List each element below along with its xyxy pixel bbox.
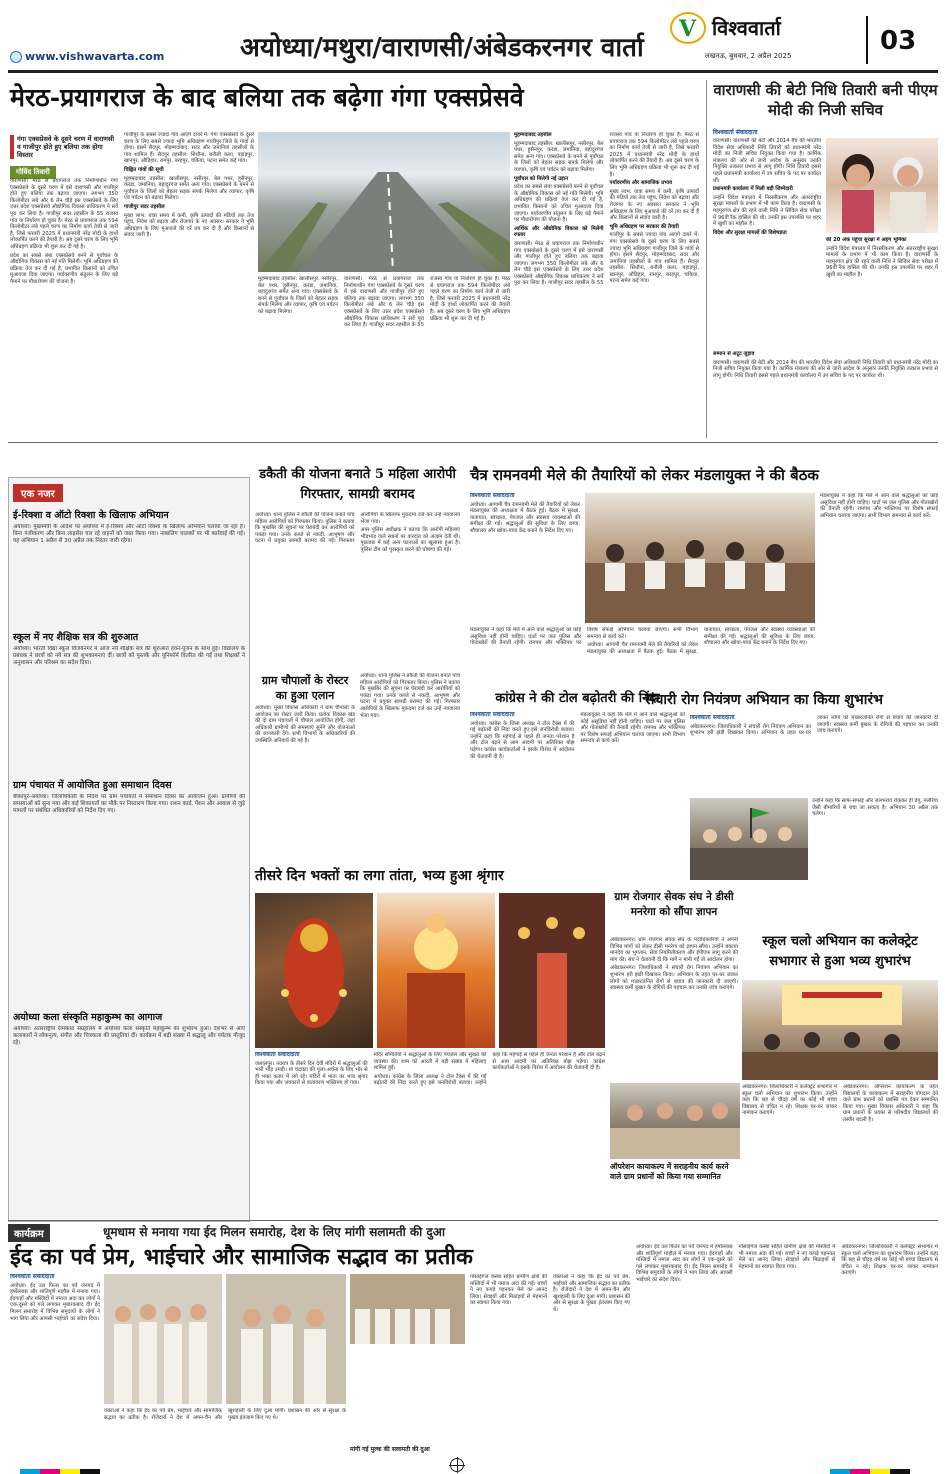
- bhakt-photo-1: [255, 893, 373, 1048]
- bhakt-headline: तीसरे दिन भक्तों का लगा तांता, भव्य हुआ श्रृंगार: [255, 868, 504, 884]
- nidhi-body: वाराणसी। वाराणसी की बेटी और 2014 बैच की भारतीय विदेश सेवा अधिकारी निधि तिवारी को प्रधानमंत्री नरेंद्र मोदी का निजी सचिव नियुक्त किया गया है। कार्मिक मंत्रालय की ओर से जारी आदेश के अनुसार उनकी नियुक्ति तत्काल प्रभाव से लागू होगी। निधि तिवारी इससे पहले प्रधानमंत्री कार्यालय में उप सचिव के पद पर कार्यरत थीं।: [713, 138, 821, 184]
- ek-nazar-item2-title: स्कूल में नए शैक्षिक सत्र की शुरुआत: [13, 632, 139, 643]
- eid-col3: [470, 1274, 630, 1454]
- bhakt-dateline: विश्ववार्ता संवाददाता: [255, 1052, 300, 1058]
- sanchari-body-1: अंबेडकरनगर। जिलाधिकारी ने संचारी रोग नियंत्रण अभियान का शुभारंभ हरी झंडी दिखाकर किया। अभियान के तहत घर-घर जाकर लोगों को मच्छरजनित रोगों से बचाव की जानकारी दी जाएगी। स्वास्थ्य कर्मी बुखार के रोगियों की पहचान कर उनकी जांच कराएंगे।: [690, 715, 938, 737]
- masthead-rule: [8, 70, 938, 73]
- sanchari-photo: [690, 798, 808, 880]
- eid-dateline: विश्ववार्ता संवाददाता: [10, 1274, 55, 1280]
- nidhi-subhead-4: सम्मान से अटूट जुड़ाव: [713, 351, 755, 357]
- eid-col4: [636, 1244, 938, 1454]
- congress-headline: कांग्रेस ने की टोल बढ़ोतरी की निंदा: [495, 691, 660, 706]
- color-bar-right: [830, 1462, 910, 1474]
- nidhi-modi-photo: [826, 138, 938, 233]
- ek-nazar-item3-body: बीकापुर-अयोध्या। जिलाधिकारी के निर्देश पर ग्राम पंचायतों में समाधान दिवस का आयोजन हुआ। ग्रामीणों की समस्याओं को सुना गया और कई शिकायतों का मौके पर निस्तारण किया गया। राशन कार्ड, पेंशन और आवास से जुड़े मामलों पर संबंधित अधिकारियों को निर्देश दिए गए।: [13, 794, 245, 814]
- school-body: अंबेडकरनगर। जिलाधिकारी ने कलेक्ट्रेट सभागार में स्कूल चलो अभियान का शुभारंभ किया। उन्होंने कहा कि छह से चौदह वर्ष का कोई भी बच्चा विद्यालय से वंचित न रहे। शिक्षक घर-घर जाकर नामांकन कराएंगे।: [742, 1084, 837, 1117]
- ramnavami-body: अयोध्या। आगामी चैत्र रामनवमी मेले की तैयारियों को लेकर मंडलायुक्त की अध्यक्षता में बैठक हुई। बैठक में सुरक्षा, यातायात, स्वच्छता, पेयजल और स्वास्थ्य व्यवस्थाओं की समीक्षा की गई। श्रद्धालुओं की सुविधा के लिए छाया, शौचालय और खोया-पाया केंद्र बनाने के निर्देश दिए गए।: [470, 501, 580, 534]
- bhakt-body-2: मंदिर समितियों ने श्रद्धालुओं के लिए पेयजल और सुरक्षा की व्यवस्था की। शाम को आरती में बड़ी संख्या में महिलाएं शामिल हुईं।: [373, 1052, 487, 1072]
- globe-icon: [10, 51, 22, 63]
- lead-body-col3: [258, 276, 510, 436]
- eid-body-2: वक्ताओं ने कहा कि ईद का पर्व प्रेम, भाईचारे और सामाजिक सद्भाव का प्रतीक है। रोजेदारों ने देश में अमन-चैन और खुशहाली के लिए दुआ मांगी। प्रशासन की ओर से सुरक्षा के पुख्ता इंतजाम किए गए थे।: [104, 1408, 346, 1421]
- lead-body-c3: मुहम्मदाबाद तहसील: खालीसपुर, नसीरपुर, बेल पथर, हुसैनपुर, करंडा, जमानिया, बहादुरगंज समेत अन्य गांव। एक्सप्रेसवे के बनने से पूर्वांचल के जिलों को बेहतर सड़क संपर्क मिलेगा और व्यापार, कृषि एवं पर्यटन को बढ़ावा मिलेगा।: [258, 276, 338, 315]
- page-number: 03: [880, 26, 917, 56]
- eid-embrace-graphic: [226, 1274, 346, 1404]
- eid-col2: [104, 1408, 346, 1458]
- road-graphic: [258, 132, 510, 272]
- eid-body-7: अंबेडकरनगर। जिलाधिकारी ने कलेक्ट्रेट सभागार में स्कूल चलो अभियान का शुभारंभ किया। उन्होंने कहा कि छह से चौदह वर्ष का कोई भी बच्चा विद्यालय से वंचित न रहे। शिक्षक घर-घर जाकर नामांकन कराएंगे।: [841, 1244, 938, 1277]
- registration-mark-icon: [450, 1458, 464, 1472]
- nidhi-body4: वाराणसी। वाराणसी की बेटी और 2014 बैच की भारतीय विदेश सेवा अधिकारी निधि तिवारी को प्रधानमंत्री नरेंद्र मोदी का निजी सचिव नियुक्त किया गया है। कार्मिक मंत्रालय की ओर से जारी आदेश के अनुसार उनकी नियुक्ति तत्काल प्रभाव से लागू होगी। निधि तिवारी इससे पहले प्रधानमंत्री कार्यालय में उप सचिव के पद पर कार्यरत थीं।: [713, 359, 938, 379]
- lead-deck: [10, 135, 118, 179]
- sanchari-headline: संचारी रोग नियंत्रण अभियान का किया शुभारंभ: [645, 692, 883, 708]
- dateline: लखनऊ, बुधवार, 2 अप्रैल 2025: [705, 52, 792, 60]
- ek-nazar-item1-body: अयोध्या। मुख्यमंत्री के आदेश पर अयोध्या में ई-रिक्शा और ऑटो रिक्शा के खिलाफ अभियान चलाया जा रहा है। बिना पंजीकरण और बिना लाइसेंस चल रहे वाहनों को जब्त किया गया। नाबालिग चालकों पर भी कार्रवाई की गई। यह अभियान 1 अप्रैल से 30 अप्रैल तक निरंतर जारी रहेगा।: [13, 524, 245, 544]
- ek-nazar-item1-title: ई-रिक्शा व ऑटो रिक्शा के खिलाफ अभियान: [13, 510, 169, 521]
- pradhan-body: [742, 1084, 938, 1217]
- page-divider: [866, 16, 868, 64]
- bhakt-body: [255, 1052, 605, 1217]
- deity-graphic: [255, 893, 373, 1048]
- eid-body-4: वक्ताओं ने कहा कि ईद का पर्व प्रेम, भाईचारे और सामाजिक सद्भाव का प्रतीक है। रोजेदारों ने देश में अमन-चैन और खुशहाली के लिए दुआ मांगी। प्रशासन की ओर से सुरक्षा के पुख्ता इंतजाम किए गए थे।: [553, 1274, 630, 1313]
- lead-body4-a: मुहम्मदाबाद तहसील: खालीसपुर, नसीरपुर, बेल पथर, हुसैनपुर, करंडा, जमानिया, बहादुरगंज समेत अन्य गांव। एक्सप्रेसवे के बनने से पूर्वांचल के जिलों को बेहतर सड़क संपर्क मिलेगा और व्यापार, कृषि एवं पर्यटन को बढ़ावा मिलेगा।: [514, 140, 604, 173]
- dakaiti-body: [255, 512, 460, 670]
- ek-nazar-item2-body: अयोध्या। भारती विद्या स्कूल विजयनगर में आज नये शैक्षिक सत्र की शुरुआत हवन-पूजन के साथ हुई। विद्यालय के प्रबंधक ने छात्रों को नये सत्र की शुभकामनाएं दीं। छात्रों को पुस्तकें और यूनिफॉर्म वितरित की गईं तथा शिक्षकों ने अनुशासन और परिश्रम का संदेश दिया।: [13, 646, 245, 666]
- lead-byline: गोविंद तिवारी: [10, 166, 56, 179]
- bhakt-body-1: जलालपुर। नवरात्र के तीसरे दिन देवी मंदिरों में श्रद्धालुओं की भारी भीड़ उमड़ी। मां चंद्रघंटा की पूजा-अर्चना के लिए भोर से ही भक्त कतार में लगे रहे। मंदिरों में माता का भव्य श्रृंगार किया गया और जयकारों से वातावरण भक्तिमय हो गया।: [255, 1060, 368, 1087]
- sanchari-body: [690, 715, 938, 795]
- ramnavami-meeting-photo: [585, 493, 815, 623]
- eid-col1: [10, 1274, 100, 1454]
- chaupal-body: अयोध्या। मुख्य विकास अधिकारी ने ग्राम चौपालों के आयोजन का रोस्टर जारी किया। प्रत्येक विकास खंड की दो ग्राम पंचायतों में चौपाल आयोजित होगी, जहां अधिकारी ग्रामीणों की समस्याएं सुनेंगे और योजनाओं की जानकारी देंगे। सभी विभागों के अधिकारियों की उपस्थिति अनिवार्य की गई है।: [255, 705, 355, 744]
- lead-body-cont: प्रदेश का सबसे लंबा एक्सप्रेसवे बनने से पूर्वांचल के औद्योगिक विकास को नई गति मिलेगी। भूमि अधिग्रहण की प्रक्रिया तेज कर दी गई है, प्रभावित किसानों को उचित मुआवजा दिया जाएगा। पर्यावरणीय संतुलन के लिए बड़े पैमाने पर पौधारोपण की योजना है।: [10, 252, 118, 285]
- eid-body-1: अयोध्या। ईद उल फितर का पर्व जनपद में हर्षोल्लास और शांतिपूर्ण माहौल में मनाया गया। ईदगाहों और मस्जिदों में नमाज अदा कर लोगों ने एक-दूसरे को गले लगाकर मुबारकबाद दी। ईद मिलन समारोह में विभिन्न समुदायों के लोगों ने भाग लिया और आपसी भाईचारे का संदेश दिया।: [10, 1282, 100, 1322]
- lead-body2: गाजीपुर के सबसे ज्यादा गांव आएंगे दायरे में: गंगा एक्सप्रेसवे के दूसरे चरण के लिए सबसे ज्यादा भूमि अधिग्रहण गाजीपुर जिले के गांवों से होगा। इसमें सैदपुर, मोहम्मदाबाद, सदर और जमानियां तहसीलों के गांव शामिल हैं। सैदपुर तहसील: सिधौना, बनौली कला, पहाड़पुर, खानपुर, औड़िहार, रामपुर, बरहपुर, चकिया, पटना समेत कई गांव।: [124, 132, 254, 165]
- lead-subhead-5: आर्थिक और औद्योगिक विकास को मिलेगी रफ्तार: [514, 225, 604, 239]
- nidhi-dateline: विश्ववार्ता संवाददाता: [713, 129, 758, 136]
- lead-subhead-2: गाजीपुर सदर तहसील: [124, 203, 165, 210]
- lead-body3: मुहम्मदाबाद तहसील: खालीसपुर, नसीरपुर, बेल पथर, हुसैनपुर, करंडा, जमानिया, बहादुरगंज समेत अन्य गांव। एक्सप्रेसवे के बनने से पूर्वांचल के जिलों को बेहतर सड़क संपर्क मिलेगा और व्यापार, कृषि एवं पर्यटन को बढ़ावा मिलेगा।: [124, 175, 254, 202]
- lead-body4-d: मुख्य लाभ: यात्रा समय में कमी, कृषि उत्पादों की मंडियों तक तेज पहुंच, निवेश को बढ़ावा और रोजगार के नए अवसर। सरकार ने भूमि अधिग्रहण के लिए मुआवजे की दरें तय कर दी हैं और किसानों से संवाद जारी है।: [609, 188, 699, 222]
- nidhi-body2: उन्होंने विदेश मंत्रालय में निरस्त्रीकरण और अंतरराष्ट्रीय सुरक्षा मामलों के प्रभाग में भी काम किया है। वाराणसी के महमूरगंज क्षेत्र की रहने वाली निधि ने सिविल सेवा परीक्षा में 96वीं रैंक हासिल की थी। उनकी इस उपलब्धि पर शहर में खुशी का माहौल है।: [713, 194, 821, 228]
- chaupal-body-2: अयोध्या। थाना पुलिस ने डकैती की योजना बनाते पांच महिला आरोपियों को गिरफ्तार किया। पुलिस ने बताया कि मुखबिर की सूचना पर घेराबंदी कर आरोपियों को पकड़ा गया। उनके कब्जे से नकदी, आभूषण और घटना में प्रयुक्त सामग्री बरामद की गई। गिरफ्तार आरोपियों के खिलाफ मुकदमा दर्ज कर उन्हें न्यायालय भेजा गया।: [360, 673, 460, 719]
- lead-body-c3b: वाराणसी। मेरठ से प्रयागराज तक निर्माणाधीन गंगा एक्सप्रेसवे के दूसरे चरण में इसे वाराणसी और गाजीपुर होते हुए बलिया तक बढ़ाया जाएगा। लगभग 350 किलोमीटर लंबे और 6 लेन चौड़े इस एक्सप्रेसवे के लिए उत्तर प्रदेश एक्सप्रेसवे औद्योगिक विकास प्राधिकरण ने सर्वे पूरा कर लिया है। गाजीपुर सदर तहसील के 55 राजस्व गांव या निर्धारण हो चुका है। मेरठ से प्रयागराज तक 594 किलोमीटर लंबे पहले चरण का निर्माण कार्य तेजी से जारी है, जिसे फरवरी 2025 में प्रधानमंत्री नरेंद्र मोदी के हाथों लोकार्पित करने की तैयारी है। अब दूसरे चरण के लिए भूमि अधिग्रहण प्रक्रिया भी शुरू कर दी गई है।: [344, 276, 510, 329]
- ek-nazar-box: [8, 477, 250, 1222]
- lead-body-col4: [514, 132, 699, 437]
- eid-body-3: गोसाईगंज कस्बा सहित ग्रामीण क्षेत्रों की मस्जिदों में भी नमाज अदा की गई। बच्चों ने नए कपड़े पहनकर मेले का आनंद लिया। सेवइयों और मिठाइयों से मेहमानों का स्वागत किया गया।: [470, 1274, 547, 1307]
- pradhan-box: [610, 1083, 740, 1213]
- lead-subhead-6: पर्यावरणीय और सामाजिक प्रभाव: [609, 180, 673, 187]
- bhakt-photo-3: [499, 893, 605, 1048]
- eid-photo-2: [226, 1274, 346, 1404]
- lead-body: वाराणसी। मेरठ से प्रयागराज तक निर्माणाधीन गंगा एक्सप्रेसवे के दूसरे चरण में इसे वाराणसी और गाजीपुर होते हुए बलिया तक बढ़ाया जाएगा। लगभग 350 किलोमीटर लंबे और 6 लेन चौड़े इस एक्सप्रेसवे के लिए उत्तर प्रदेश एक्सप्रेसवे औद्योगिक विकास प्राधिकरण ने सर्वे पूरा कर लिया है। गाजीपुर सदर तहसील के 55 राजस्व गांव या निर्धारण हो चुका है। मेरठ से प्रयागराज तक 594 किलोमीटर लंबे पहले चरण का निर्माण कार्य तेजी से जारी है, जिसे फरवरी 2025 में प्रधानमंत्री नरेंद्र मोदी के हाथों लोकार्पित करने की तैयारी है। अब दूसरे चरण के लिए भूमि अधिग्रहण प्रक्रिया भी शुरू कर दी गई है।: [10, 178, 118, 250]
- lead-body4-c: वाराणसी। मेरठ से प्रयागराज तक निर्माणाधीन गंगा एक्सप्रेसवे के दूसरे चरण में इसे वाराणसी और गाजीपुर होते हुए बलिया तक बढ़ाया जाएगा। लगभग 350 किलोमीटर लंबे और 6 लेन चौड़े इस एक्सप्रेसवे के लिए उत्तर प्रदेश एक्सप्रेसवे औद्योगिक विकास प्राधिकरण ने सर्वे पूरा कर लिया है। गाजीपुर सदर तहसील के 55 राजस्व गांव या निर्धारण हो चुका है। मेरठ से प्रयागराज तक 594 किलोमीटर लंबे पहले चरण का निर्माण कार्य तेजी से जारी है, जिसे फरवरी 2025 में प्रधानमंत्री नरेंद्र मोदी के हाथों लोकार्पित करने की तैयारी है। अब दूसरे चरण के लिए भूमि अधिग्रहण प्रक्रिया भी शुरू कर दी गई है।: [514, 132, 699, 287]
- ek-nazar-item4-body: अयोध्या। अंतरराष्ट्रीय रामकथा संग्रहालय में अयोध्या कला संस्कृति महाकुम्भ का शुभारंभ हुआ। देशभर से आए कलाकारों ने लोकनृत्य, संगीत और चित्रकला की प्रस्तुतियां दीं। कार्यक्रम में बड़ी संख्या में श्रद्धालु और पर्यटक मौजूद रहे।: [13, 1026, 245, 1046]
- nidhi-col3: [713, 351, 938, 421]
- section-title: अयोध्या/मथुरा/वाराणसी/अंबेडकरनगर वार्ता: [240, 33, 644, 63]
- ramnavami-body2: मंडलायुक्त ने कहा कि मेले में आने वाले श्रद्धालुओं को कोई असुविधा नहीं होनी चाहिए। घाटों पर जल पुलिस और गोताखोरों की तैनाती रहेगी। रामपथ और भक्तिपथ पर विशेष सफाई अभियान चलाया जाएगा। सभी विभाग समन्वय से कार्य करें।: [470, 627, 698, 647]
- karyakram-bar: [8, 1220, 938, 1240]
- eid-photo-1: [104, 1274, 222, 1404]
- dakaiti-headline: डकैती की योजना बनाते 5 महिला आरोपी गिरफ्तार, सामग्री बरामद: [259, 467, 456, 502]
- eid-caption: मांगी गई मुल्क की सलामती की दुआ: [350, 1446, 430, 1453]
- nidhi-col1: [713, 138, 821, 348]
- bhakt-photo-2: [377, 893, 495, 1048]
- felicitation-graphic: [610, 1083, 740, 1159]
- lead-subhead-7: भूमि अधिग्रहण पर सरकार की तैयारी: [609, 223, 679, 230]
- congress-body: [470, 712, 685, 862]
- congress-body-1: अयोध्या। कांग्रेस के जिला अध्यक्ष ने टोल टैक्स में की गई बढ़ोतरी की निंदा करते हुए इसे जनविरोधी बताया। उन्होंने कहा कि महंगाई से पहले ही जनता परेशान है और टोल बढ़ने से आम आदमी पर अतिरिक्त बोझ पड़ेगा। कांग्रेस कार्यकर्ताओं ने इसके विरोध में आंदोलन की चेतावनी दी है।: [470, 720, 575, 760]
- eid-body-6: गोसाईगंज कस्बा सहित ग्रामीण क्षेत्रों की मस्जिदों में भी नमाज अदा की गई। बच्चों ने नए कपड़े पहनकर मेले का आनंद लिया। सेवइयों और मिठाइयों से मेहमानों का स्वागत किया गया।: [738, 1244, 836, 1270]
- ramnavami-headline: चैत्र रामनवमी मेले की तैयारियों को लेकर मंडलायुक्त ने की बैठक: [470, 466, 819, 484]
- sanchari-body-2: उन्होंने कहा कि साफ-सफाई और जलभराव रोककर ही डेंगू, मलेरिया जैसी बीमारियों से बचा जा सकता है। अभियान 30 अप्रैल तक चलेगा।: [812, 798, 938, 818]
- eid-namaz-graphic: [350, 1274, 465, 1344]
- nidhi-subhead-2: की 20 अंक पहुंचा सुरक्षा में अहम भूमिका: [826, 237, 907, 243]
- chaupal-headline: ग्राम चौपालों के रोस्टर का हुआ एलान: [261, 674, 349, 702]
- eid-photo-3: [350, 1274, 465, 1344]
- masthead: [0, 0, 945, 72]
- ek-nazar-item3-title: ग्राम पंचायत में आयोजित हुआ समाधान दिवस: [13, 780, 172, 791]
- eid-headline: ईद का पर्व प्रेम, भाईचारे और सामाजिक सद्भाव का प्रतीक: [10, 1244, 473, 1270]
- brand-name: विश्ववार्ता: [712, 16, 781, 40]
- congress-dateline: विश्ववार्ता संवाददाता: [470, 712, 515, 718]
- bhakt-body-3: अयोध्या। कांग्रेस के जिला अध्यक्ष ने टोल टैक्स में की गई बढ़ोतरी की निंदा करते हुए इसे जनविरोधी बताया। उन्होंने कहा कि महंगाई से पहले ही जनता परेशान है और टोल बढ़ने से आम आदमी पर अतिरिक्त बोझ पड़ेगा। कांग्रेस कार्यकर्ताओं ने इसके विरोध में आंदोलन की चेतावनी दी है।: [373, 1052, 605, 1087]
- ramnavami-body3: अयोध्या। आगामी चैत्र रामनवमी मेले की तैयारियों को लेकर मंडलायुक्त की अध्यक्षता में बैठक हुई। बैठक में सुरक्षा, यातायात, स्वच्छता, पेयजल और स्वास्थ्य व्यवस्थाओं की समीक्षा की गई। श्रद्धालुओं की सुविधा के लिए छाया, शौचालय और खोया-पाया केंद्र बनाने के निर्देश दिए गए।: [587, 627, 815, 655]
- lead-body5: मुख्य लाभ: यात्रा समय में कमी, कृषि उत्पादों की मंडियों तक तेज पहुंच, निवेश को बढ़ावा और रोजगार के नए अवसर। सरकार ने भूमि अधिग्रहण के लिए मुआवजे की दरें तय कर दी हैं और किसानों से संवाद जारी है।: [124, 212, 254, 239]
- eid-group-graphic: [104, 1274, 222, 1404]
- lead-subhead-4: पूर्वांचल को मिलेगी नई उड़ान: [514, 175, 569, 182]
- ramnavami-col2: [470, 627, 815, 682]
- lead-subhead-1: चिह्नित गांवों की सूची: [124, 166, 164, 173]
- nidhi-body3: उन्होंने विदेश मंत्रालय में निरस्त्रीकरण और अंतरराष्ट्रीय सुरक्षा मामलों के प्रभाग में भी काम किया है। वाराणसी के महमूरगंज क्षेत्र की रहने वाली निधि ने सिविल सेवा परीक्षा में 96वीं रैंक हासिल की थी। उनकी इस उपलब्धि पर शहर में खुशी का माहौल है।: [826, 245, 938, 278]
- ramnavami-dateline: विश्ववार्ता संवाददाता: [470, 493, 515, 499]
- school-headline: स्कूल चलो अभियान का कलेक्ट्रेट सभागार से हुआ भव्य शुभारंभ: [762, 934, 918, 969]
- nidhi-col2: [826, 237, 938, 347]
- lead-bottom-rule: [8, 442, 938, 443]
- meeting-graphic: [585, 493, 815, 623]
- banner-graphic: [742, 980, 938, 1080]
- nidhi-subhead-3: विदेश और सुरक्षा मामलों की विशेषज्ञता: [713, 229, 787, 236]
- lead-deck-text: गंगा एक्सप्रेसवे के दूसरे चरण में वाराणसी व गाजीपुर होते हुए बलिया तक होगा विस्तार: [10, 135, 118, 159]
- karyakram-label: कार्यक्रम: [8, 1224, 50, 1242]
- pradhan-headline: ऑपरेशन कायाकल्प में सराहनीय कार्य करने वाले ग्राम प्रधानों को किया गया सम्मानित: [610, 1162, 729, 1181]
- lead-subhead-3: मुहम्मदाबाद तहसील: [514, 132, 552, 138]
- flag-off-graphic: [690, 798, 808, 880]
- color-bar: [20, 1462, 100, 1474]
- pradhan-body-1: अंबेडकरनगर। ऑपरेशन कायाकल्प के तहत विद्यालयों के कायाकल्प में सराहनीय योगदान देने वाले ग्राम प्रधानों को प्रशस्ति पत्र देकर सम्मानित किया गया। मुख्य विकास अधिकारी ने कहा कि ग्राम प्रधानों के प्रयास से परिषदीय विद्यालयों की तस्वीर बदली है।: [843, 1084, 938, 1123]
- sanchari-dateline: विश्ववार्ता संवाददाता: [690, 715, 735, 721]
- nidhi-headline: वाराणसी की बेटी निधि तिवारी बनी पीएम मोदी की निजी सचिव: [713, 81, 938, 119]
- pradhan-photo: [610, 1083, 740, 1159]
- temple-graphic: [499, 893, 605, 1048]
- ek-nazar-item4-title: अयोध्या कला संस्कृति महाकुम्भ का आगाज: [13, 1012, 163, 1023]
- ramnavami-col3: मंडलायुक्त ने कहा कि मेले में आने वाले श्रद्धालुओं को कोई असुविधा नहीं होनी चाहिए। घाटों पर जल पुलिस और गोताखोरों की तैनाती रहेगी। रामपथ और भक्तिपथ पर विशेष सफाई अभियान चलाया जाएगा। सभी विभाग समन्वय से कार्य करें।: [820, 493, 938, 519]
- expressway-photo: [258, 132, 510, 272]
- dakaiti-body-1: अयोध्या। थाना पुलिस ने डकैती की योजना बनाते पांच महिला आरोपियों को गिरफ्तार किया। पुलिस ने बताया कि मुखबिर की सूचना पर घेराबंदी कर आरोपियों को पकड़ा गया। उनके कब्जे से नकदी, आभूषण और घटना में प्रयुक्त सामग्री बरामद की गई। गिरफ्तार आरोपियों के खिलाफ मुकदमा दर्ज कर उन्हें न्यायालय भेजा गया।: [255, 512, 460, 545]
- lead-body-col1: [10, 178, 118, 436]
- dakaiti-body-2: अपर पुलिस अधीक्षक ने बताया कि आरोपी महिलाएं भीड़भाड़ वाले स्थानों पर वारदात को अंजाम देती थीं। पूछताछ में कई अन्य घटनाओं का खुलासा हुआ है। पुलिस टीम को पुरस्कृत करने की घोषणा की गई।: [360, 527, 460, 553]
- lead-headline: मेरठ-प्रयागराज के बाद बलिया तक बढ़ेगा गंगा एक्सप्रेसवे: [10, 83, 524, 112]
- nidhi-story: [706, 80, 938, 438]
- lead-body-col2: [124, 132, 254, 437]
- ek-nazar-label: एक नजर: [13, 484, 63, 502]
- eid-body-5: अयोध्या। ईद उल फितर का पर्व जनपद में हर्षोल्लास और शांतिपूर्ण माहौल में मनाया गया। ईदगाहों और मस्जिदों में नमाज अदा कर लोगों ने एक-दूसरे को गले लगाकर मुबारकबाद दी। ईद मिलन समारोह में विभिन्न समुदायों के लोगों ने भाग लिया और आपसी भाईचारे का संदेश दिया।: [636, 1244, 733, 1283]
- manrega-headline: ग्राम रोजगार सेवक संघ ने डीसी मनरेगा को सौंपा ज्ञापन: [614, 891, 734, 918]
- lead-body4-b: प्रदेश का सबसे लंबा एक्सप्रेसवे बनने से पूर्वांचल के औद्योगिक विकास को नई गति मिलेगी। भूमि अधिग्रहण की प्रक्रिया तेज कर दी गई है, प्रभावित किसानों को उचित मुआवजा दिया जाएगा। पर्यावरणीय संतुलन के लिए बड़े पैमाने पर पौधारोपण की योजना है।: [514, 184, 604, 224]
- manrega-body-2: अंबेडकरनगर। जिलाधिकारी ने संचारी रोग नियंत्रण अभियान का शुभारंभ हरी झंडी दिखाकर किया। अभियान के तहत घर-घर जाकर लोगों को मच्छरजनित रोगों से बचाव की जानकारी दी जाएगी। स्वास्थ्य कर्मी बुखार के रोगियों की पहचान कर उनकी जांच कराएंगे।: [610, 965, 738, 992]
- aarti-graphic: [377, 893, 495, 1048]
- congress-body-2: मंडलायुक्त ने कहा कि मेले में आने वाले श्रद्धालुओं को कोई असुविधा नहीं होनी चाहिए। घाटों पर जल पुलिस और गोताखोरों की तैनाती रहेगी। रामपथ और भक्तिपथ पर विशेष सफाई अभियान चलाया जाएगा। सभी विभाग समन्वय से कार्य करें।: [580, 712, 685, 745]
- school-photo: [742, 980, 938, 1080]
- website-url[interactable]: www.vishwavarta.com: [10, 50, 164, 63]
- karyakram-subhead: धूमधाम से मनाया गया ईद मिलन समारोह, देश के लिए मांगी सलामती की दुआ: [103, 1225, 446, 1239]
- brand-logo-icon: V: [670, 12, 706, 44]
- nidhi-subhead-1: प्रधानमंत्री कार्यालय में मिली बड़ी जिम्मेदारी: [713, 186, 793, 193]
- portrait-graphic: [826, 138, 938, 233]
- lead-body4-e: गाजीपुर के सबसे ज्यादा गांव आएंगे दायरे में: गंगा एक्सप्रेसवे के दूसरे चरण के लिए सबसे ज्यादा भूमि अधिग्रहण गाजीपुर जिले के गांवों से होगा। इसमें सैदपुर, मोहम्मदाबाद, सदर और जमानियां तहसीलों के गांव शामिल हैं। सैदपुर तहसील: सिधौना, बनौली कला, पहाड़पुर, खानपुर, औड़िहार, रामपुर, बरहपुर, चकिया, पटना समेत कई गांव।: [609, 232, 699, 285]
- manrega-body-1: अंबेडकरनगर। ग्राम रोजगार सेवक संघ के पदाधिकारियों ने अपनी विभिन्न मांगों को लेकर डीसी मनरेगा को ज्ञापन सौंपा। उन्होंने बकाया मानदेय का भुगतान, सेवा नियमितीकरण और ईपीएफ लागू करने की मांग की। संघ ने चेतावनी दी कि मांगें न मानी गईं तो आंदोलन होगा।: [610, 937, 738, 963]
